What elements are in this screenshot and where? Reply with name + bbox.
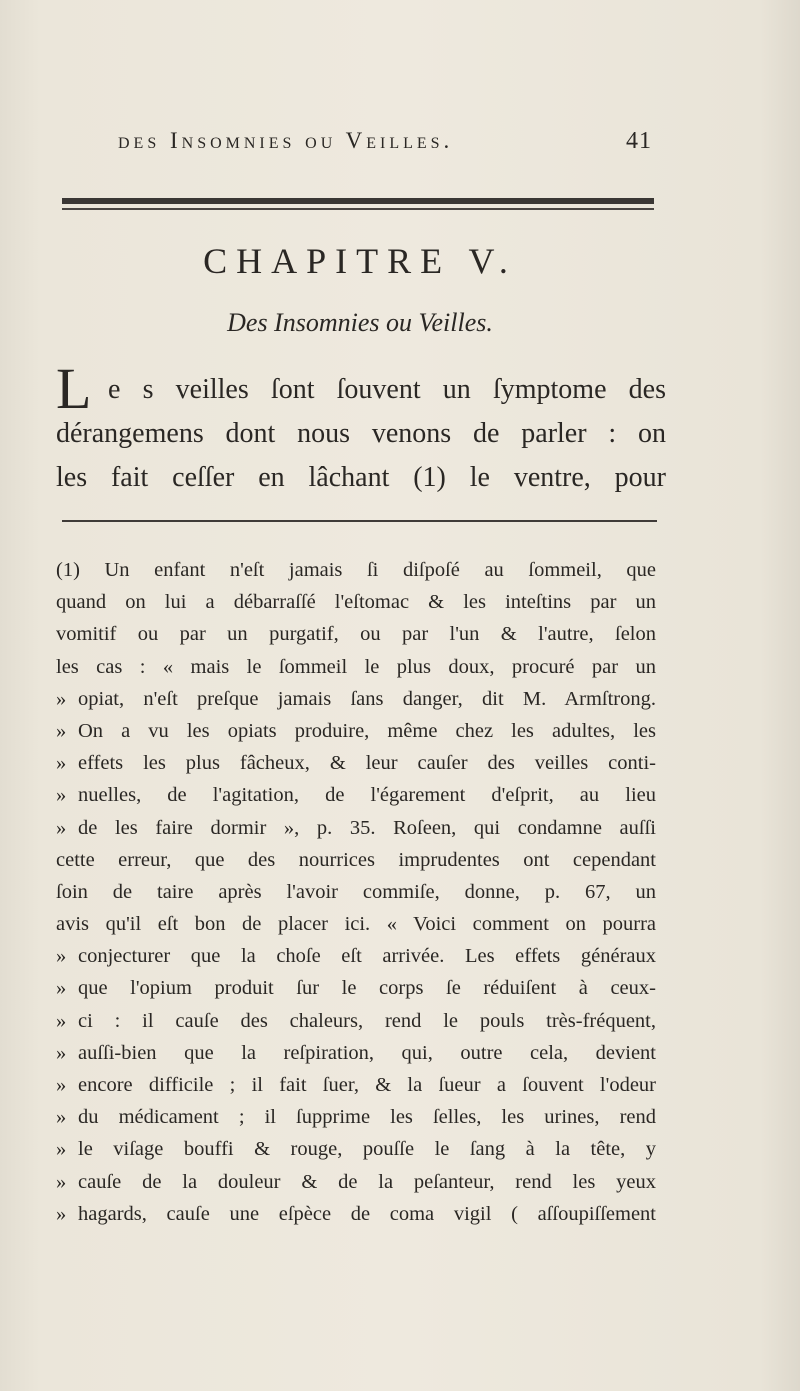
quote-mark: » <box>56 1138 67 1161</box>
footnote-line-text: encore difficile ; il fait ſuer, & la ſueur a ſouvent l'odeur <box>78 1074 656 1096</box>
footnote-line <box>56 876 656 908</box>
chapter-subtitle: Des Insomnies ou Veilles. <box>227 308 493 337</box>
quote-mark: » <box>56 719 67 742</box>
footnote-line <box>56 812 656 844</box>
quote-mark: » <box>56 752 67 775</box>
footnote-line <box>56 683 656 715</box>
footnote-line-text: avis qu'il eſt bon de placer ici. « Voici comment on pourra <box>56 913 656 936</box>
footnote-line-text: de les faire dormir », p. 35. Roſeen, qui condamne auſſi <box>78 816 656 839</box>
footnote-rule <box>62 520 657 522</box>
footnote-line-text: que l'opium produit ſur le corps ſe réduiſent à ceux- <box>78 977 656 1000</box>
running-head <box>118 128 678 168</box>
footnote-line-text: vomitif ou par un purgatif, ou par l'un & l'autre, ſelon <box>56 623 656 646</box>
footnote-line-text: du médicament ; il ſupprime les ſelles, les urines, rend <box>78 1106 656 1129</box>
footnote-line <box>56 554 656 586</box>
page-number: 41 <box>626 128 652 154</box>
footnote-line <box>56 651 656 683</box>
footnote-line <box>56 908 656 940</box>
footnote-line <box>56 1198 656 1230</box>
footnote-line-text: nuelles, de l'agitation, de l'égarement d'eſprit, au lieu <box>78 784 656 807</box>
quote-mark: » <box>56 945 67 968</box>
footnote-line-text: quand on lui a débarraſſé l'eſtomac & les inteſtins par un <box>56 591 656 614</box>
footnote-line-text: cauſe de la douleur & de la peſanteur, rend les yeux <box>78 1170 656 1193</box>
footnote-line <box>56 1037 656 1069</box>
footnote-line <box>56 844 656 876</box>
footnote-line-text: ſoin de taire après l'avoir commiſe, donne, p. 67, un <box>56 880 656 903</box>
footnote-line-text: (1) Un enfant n'eſt jamais ſi diſpoſé au ſommeil, que <box>56 559 656 581</box>
quote-mark: » <box>56 1202 67 1225</box>
quote-mark: » <box>56 687 67 710</box>
quote-mark: » <box>56 1170 67 1193</box>
body-line: dérangemens dont nous venons de parler : on <box>56 418 666 449</box>
footnote-line-text: le viſage bouffi & rouge, pouſſe le ſang à la tête, y <box>78 1138 656 1161</box>
body-line: e s veilles ſont ſouvent un ſymptome des <box>108 374 666 405</box>
footnote-line-text: On a vu les opiats produire, même chez les adultes, les <box>78 719 656 742</box>
footnote-line-text: hagards, cauſe une eſpèce de coma vigil ( aſſoupiſſement <box>78 1202 656 1225</box>
chapter-title: CHAPITRE V. <box>203 241 517 281</box>
quote-mark: » <box>56 1009 67 1032</box>
drop-cap: L <box>56 356 92 421</box>
footnote-line-text: opiat, n'eſt preſque jamais ſans danger, dit M. Armſtrong. <box>78 687 656 710</box>
footnote-line <box>56 1069 656 1101</box>
footnote-line <box>56 715 656 747</box>
header-rule-thick <box>62 198 654 204</box>
footnote-line-text: conjecturer que la choſe eſt arrivée. Les effets généraux <box>78 945 656 968</box>
quote-mark: » <box>56 816 67 839</box>
quote-mark: » <box>56 784 67 807</box>
footnote-line <box>56 1133 656 1165</box>
footnote-line-text: cette erreur, que des nourrices imprudentes ont cependant <box>56 848 656 871</box>
footnote-line-text: auſſi-bien que la reſpiration, qui, outre cela, devient <box>78 1041 656 1064</box>
footnote-line <box>56 1005 656 1037</box>
footnote-line <box>56 586 656 618</box>
body-paragraph <box>56 368 666 500</box>
footnote-line-text: ci : il cauſe des chaleurs, rend le pouls très-fréquent, <box>78 1009 656 1032</box>
quote-mark: » <box>56 1074 67 1096</box>
footnote <box>56 554 656 1230</box>
footnote-line <box>56 1101 656 1133</box>
footnote-line <box>56 747 656 779</box>
footnote-line <box>56 940 656 972</box>
footnote-line <box>56 972 656 1004</box>
body-line: les fait ceſſer en lâchant (1) le ventre, pour <box>56 462 666 493</box>
footnote-line-text: les cas : « mais le ſommeil le plus doux, procuré par un <box>56 655 656 678</box>
quote-mark: » <box>56 1041 67 1064</box>
footnote-line-text: effets les plus fâcheux, & leur cauſer des veilles conti- <box>78 752 656 775</box>
running-head-title: des Insomnies ou Veilles. <box>118 128 454 153</box>
footnote-line <box>56 1166 656 1198</box>
quote-mark: » <box>56 1106 67 1129</box>
footnote-line <box>56 618 656 650</box>
header-rule-thin <box>62 208 654 210</box>
quote-mark: » <box>56 977 67 1000</box>
footnote-line <box>56 779 656 811</box>
